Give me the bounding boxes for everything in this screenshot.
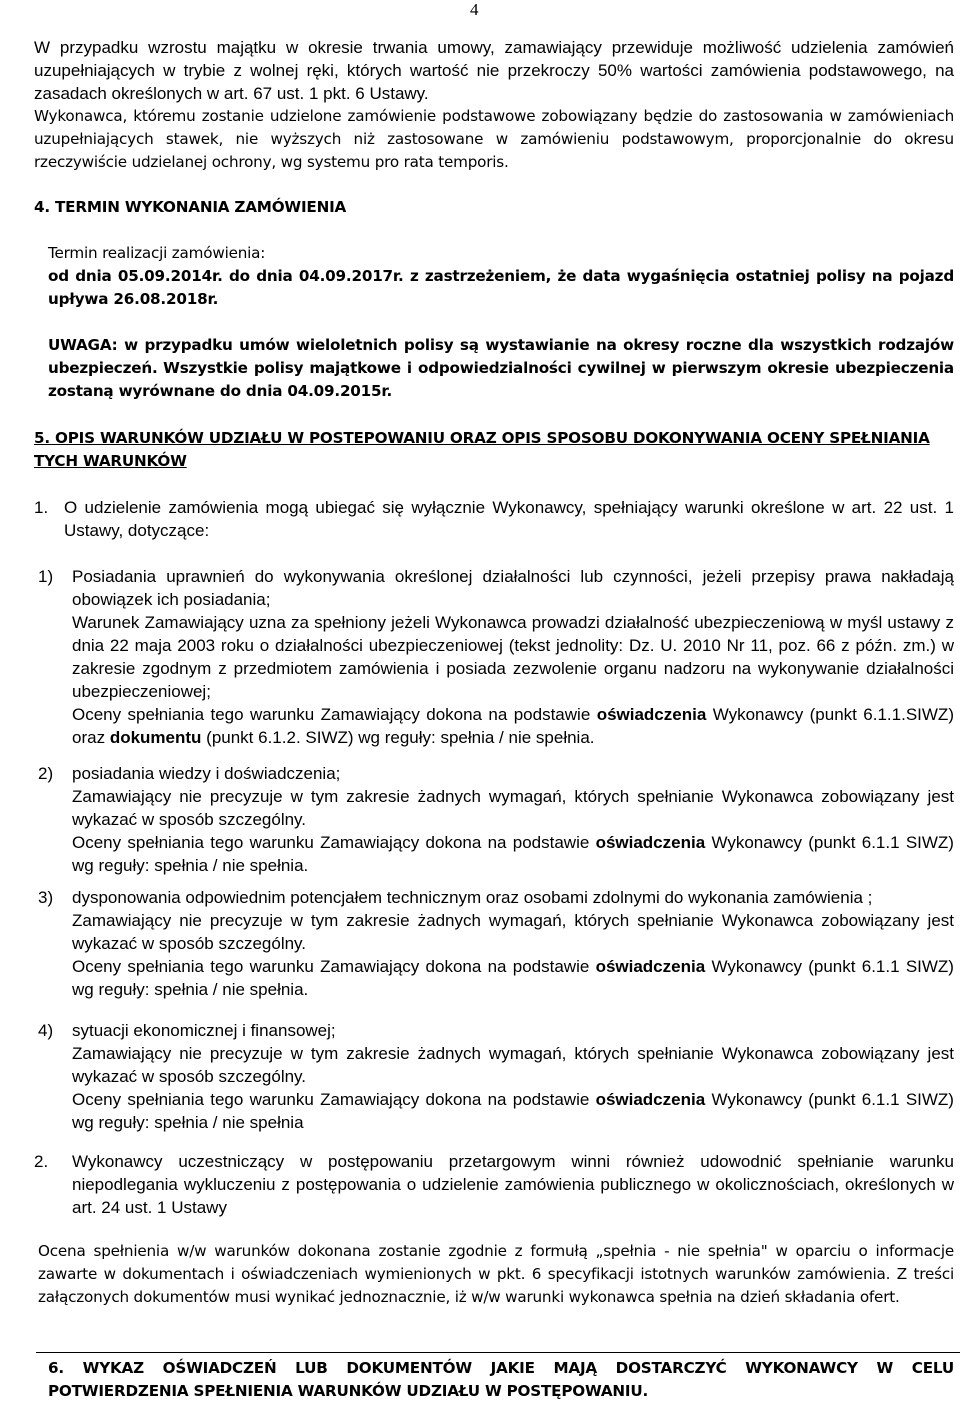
termin-label: Termin realizacji zamówienia: [48, 244, 266, 262]
section-5-heading: 5. OPIS WARUNKÓW UDZIAŁU W POSTEPOWANIU ORAZ OPIS SPOSOBU DOKONYWANIA OCENY SPEŁNIANIA TYCH WARUNKÓW [34, 429, 930, 470]
point-1-number: 1. [34, 498, 49, 517]
intro-paragraph-1: W przypadku wzrostu majątku w okresie trwania umowy, zamawiający przewiduje możliwość udzielenia zamówień uzupełniających w trybie z wolnej ręki, których wartość nie przekroczy 50% wartości zamówienia podstawowego, na zasadach określonych w art. 67 ust. 1 pkt. 6 Ustawy. [34, 38, 954, 103]
sub-item-4-evaluation: Oceny spełniania tego warunku Zamawiający dokona na podstawie oświadczenia Wykonawcy (punkt 6.1.1 SIWZ) wg reguły: spełnia / nie spełnia [72, 1090, 954, 1132]
sub-item-1-evaluation: Oceny spełniania tego warunku Zamawiający dokona na podstawie oświadczenia Wykonawcy (punkt 6.1.1.SIWZ) oraz dokumentu (punkt 6.1.2. SIWZ) wg reguły: spełnia / nie spełnia. [72, 705, 954, 747]
sub-item-2-evaluation: Oceny spełniania tego warunku Zamawiający dokona na podstawie oświadczenia Wykonawcy (punkt 6.1.1 SIWZ) wg reguły: spełnia / nie spełnia. [72, 833, 954, 875]
sub-item-3-number: 3) [38, 888, 54, 907]
point-2-number: 2. [34, 1152, 49, 1171]
point-2-text: Wykonawcy uczestniczący w postępowaniu przetargowym winni również udowodnić spełnianie warunku niepodlegania wykluczeniu z postępowania o udzielenie zamówienia publicznego w okolicznościach, określonych w art. 24 ust. 1 Ustawy [72, 1152, 954, 1217]
sub-item-3-condition: Zamawiający nie precyzuje w tym zakresie żadnych wymagań, których spełnianie Wykonawca zobowiązany jest wykazać w sposób szczególny. [72, 911, 954, 953]
termin-dates: od dnia 05.09.2014r. do dnia 04.09.2017r. z zastrzeżeniem, że data wygaśnięcia ostatniej polisy na pojazd upływa 26.08.2018r. [48, 267, 954, 308]
evaluation-paragraph: Ocena spełnienia w/w warunków dokonana zostanie zgodnie z formułą „spełnia - nie spełnia" w oparciu o informacje zawarte w dokumentach i oświadczeniach wymienionych w pkt. 6 specyfikacji istotnych warunków zamówienia. Z treści załączonych dokumentów musi wynikać jednoznacznie, iż w/w warunki wykonawca spełnia na dzień składania ofert. [38, 1242, 954, 1306]
sub-item-2-number: 2) [38, 764, 54, 783]
section-divider [36, 1352, 960, 1353]
section-4-heading: 4. TERMIN WYKONANIA ZAMÓWIENIA [34, 198, 347, 216]
uwaga-note [48, 334, 954, 403]
uwaga-note-rest: Wszystkie polisy majątkowe i odpowiedzialności cywilnej w pierwszym okresie ubezpieczenia zostaną wyrównane do dnia 04.09.2015r. [48, 359, 954, 400]
sub-item-4-condition: Zamawiający nie precyzuje w tym zakresie żadnych wymagań, których spełnianie Wykonawca zobowiązany jest wykazać w sposób szczególny. [72, 1044, 954, 1086]
page-number: 4 [470, 0, 479, 19]
point-1-text: O udzielenie zamówienia mogą ubiegać się wyłącznie Wykonawcy, spełniający warunki określone w art. 22 ust. 1 Ustawy, dotyczące: [64, 498, 954, 540]
sub-item-2-condition: Zamawiający nie precyzuje w tym zakresie żadnych wymagań, których spełnianie Wykonawca zobowiązany jest wykazać w sposób szczególny. [72, 787, 954, 829]
sub-item-1-condition: Warunek Zamawiający uzna za spełniony jeżeli Wykonawca prowadzi działalność ubezpieczeniową w myśl ustawy z dnia 22 maja 2003 roku o działalności ubezpieczeniowej (tekst jednolity: Dz. U. 2010 Nr 11, poz. 66 z późn. zm.) w zakresie zgodnym z przedmiotem zamówienia i posiada zezwolenie organu nadzoru na wykonywanie działalności ubezpieczeniowej; [72, 613, 954, 701]
sub-item-1-title: Posiadania uprawnień do wykonywania określonej działalności lub czynności, jeżeli przepisy prawa nakładają obowiązek ich posiadania; [72, 567, 954, 609]
sub-item-1-number: 1) [38, 567, 54, 586]
sub-item-2-title: posiadania wiedzy i doświadczenia; [72, 764, 341, 783]
sub-item-4-title: sytuacji ekonomicznej i finansowej; [72, 1021, 336, 1040]
sub-item-4-number: 4) [38, 1021, 54, 1040]
sub-item-3-title: dysponowania odpowiednim potencjałem technicznym oraz osobami zdolnymi do wykonania zamówienia ; [72, 888, 873, 907]
intro-paragraph-2: Wykonawca, któremu zostanie udzielone zamówienie podstawowe zobowiązany będzie do zastosowania w zamówieniach uzupełniających stawek, nie wyższych niż zastosowane w zamówieniu podstawowym, proporcjonalnie do okresu rzeczywiście udzielanej ochrony, wg systemu pro rata temporis. [34, 107, 954, 171]
sub-item-3-evaluation: Oceny spełniania tego warunku Zamawiający dokona na podstawie oświadczenia Wykonawcy (punkt 6.1.1 SIWZ) wg reguły: spełnia / nie spełnia. [72, 957, 954, 999]
section-6-heading: 6. WYKAZ OŚWIADCZEŃ LUB DOKUMENTÓW JAKIE MAJĄ DOSTARCZYĆ WYKONAWCY W CELU POTWIERDZENIA SPEŁNIENIA WARUNKÓW UDZIAŁU W POSTĘPOWANIU. [48, 1359, 954, 1400]
uwaga-note-bold: UWAGA: w przypadku umów wieloletnich polisy są wystawianie na okresy roczne dla wszystkich rodzajów ubezpieczeń. [48, 336, 954, 377]
